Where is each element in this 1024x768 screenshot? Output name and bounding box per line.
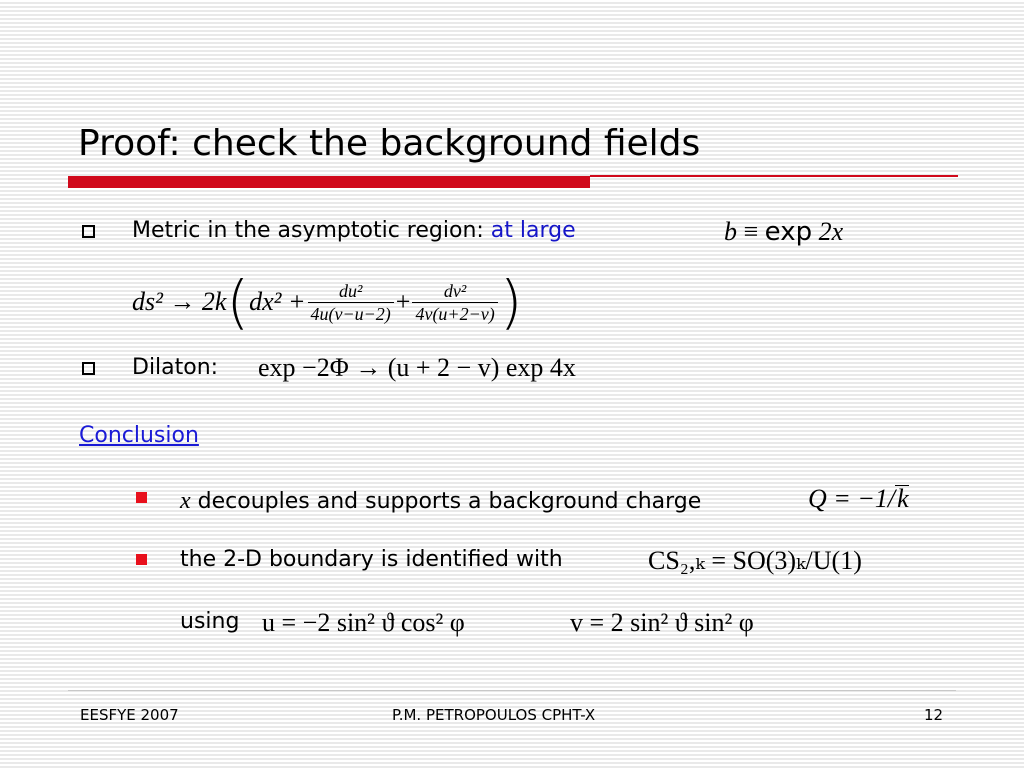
hollow-square-bullet-icon (82, 362, 95, 375)
boundary-formula: CS₂,ₖ = SO(3)ₖ/U(1) (648, 546, 862, 575)
boundary-text: the 2-D boundary is identified with (180, 547, 563, 572)
dilaton-formula: exp −2Φ → (u + 2 − v) exp 4x (258, 353, 576, 382)
frac1-numerator: du² (308, 280, 394, 303)
charge-formula: Q = −1/ (808, 484, 896, 513)
title-underline-thick (68, 176, 590, 188)
metric-arrow: → (169, 287, 196, 316)
fraction-du (308, 280, 394, 325)
using-formula-v: v = 2 sin² ϑ sin² φ (570, 608, 754, 637)
math-b: b (724, 217, 737, 246)
metric-condition-formula (724, 215, 843, 249)
background-charge-formula (808, 482, 909, 516)
decouples-text (180, 484, 701, 518)
fraction-dv (412, 280, 497, 325)
frac2-numerator: dv² (412, 280, 497, 303)
metric-label: Metric in the asymptotic region: (132, 218, 484, 243)
math-equiv: ≡ (743, 217, 759, 246)
slide-title: Proof: check the background fields (78, 123, 701, 164)
footer-center: P.M. PETROPOULOS CPHT-X (392, 706, 596, 724)
math-exp: exp (764, 217, 813, 247)
dilaton-label: Dilaton: (132, 355, 219, 380)
footer-divider (68, 690, 956, 691)
metric-plus: + (395, 287, 411, 316)
title-underline-thin (590, 175, 958, 177)
using-label: using (180, 609, 240, 634)
metric-dx2: dx² + (249, 287, 306, 316)
red-square-bullet-icon (136, 492, 147, 503)
metric-coef: 2k (201, 287, 227, 316)
footer-left: EESFYE 2007 (80, 706, 179, 724)
decouples-label: decouples and supports a background charge (197, 489, 702, 514)
conclusion-link[interactable]: Conclusion (79, 423, 199, 448)
page-number: 12 (924, 706, 944, 724)
left-paren: ( (226, 268, 250, 336)
frac2-denominator: 4v(u+2−v) (415, 303, 495, 324)
hollow-square-bullet-icon (82, 225, 95, 238)
metric-equation (132, 270, 522, 334)
sqrt-argument: k (897, 484, 909, 513)
var-x: x (180, 488, 191, 514)
red-square-bullet-icon (136, 554, 147, 565)
metric-lhs: ds² (132, 287, 163, 316)
frac1-denominator: 4u(v−u−2) (310, 303, 391, 324)
metric-bullet-text (132, 216, 576, 246)
at-large-label: at large (490, 218, 576, 243)
sqrt-sign (895, 485, 909, 512)
right-paren: ) (499, 268, 523, 336)
using-formula-u: u = −2 sin² ϑ cos² φ (262, 608, 465, 637)
math-2x: 2x (818, 217, 844, 246)
